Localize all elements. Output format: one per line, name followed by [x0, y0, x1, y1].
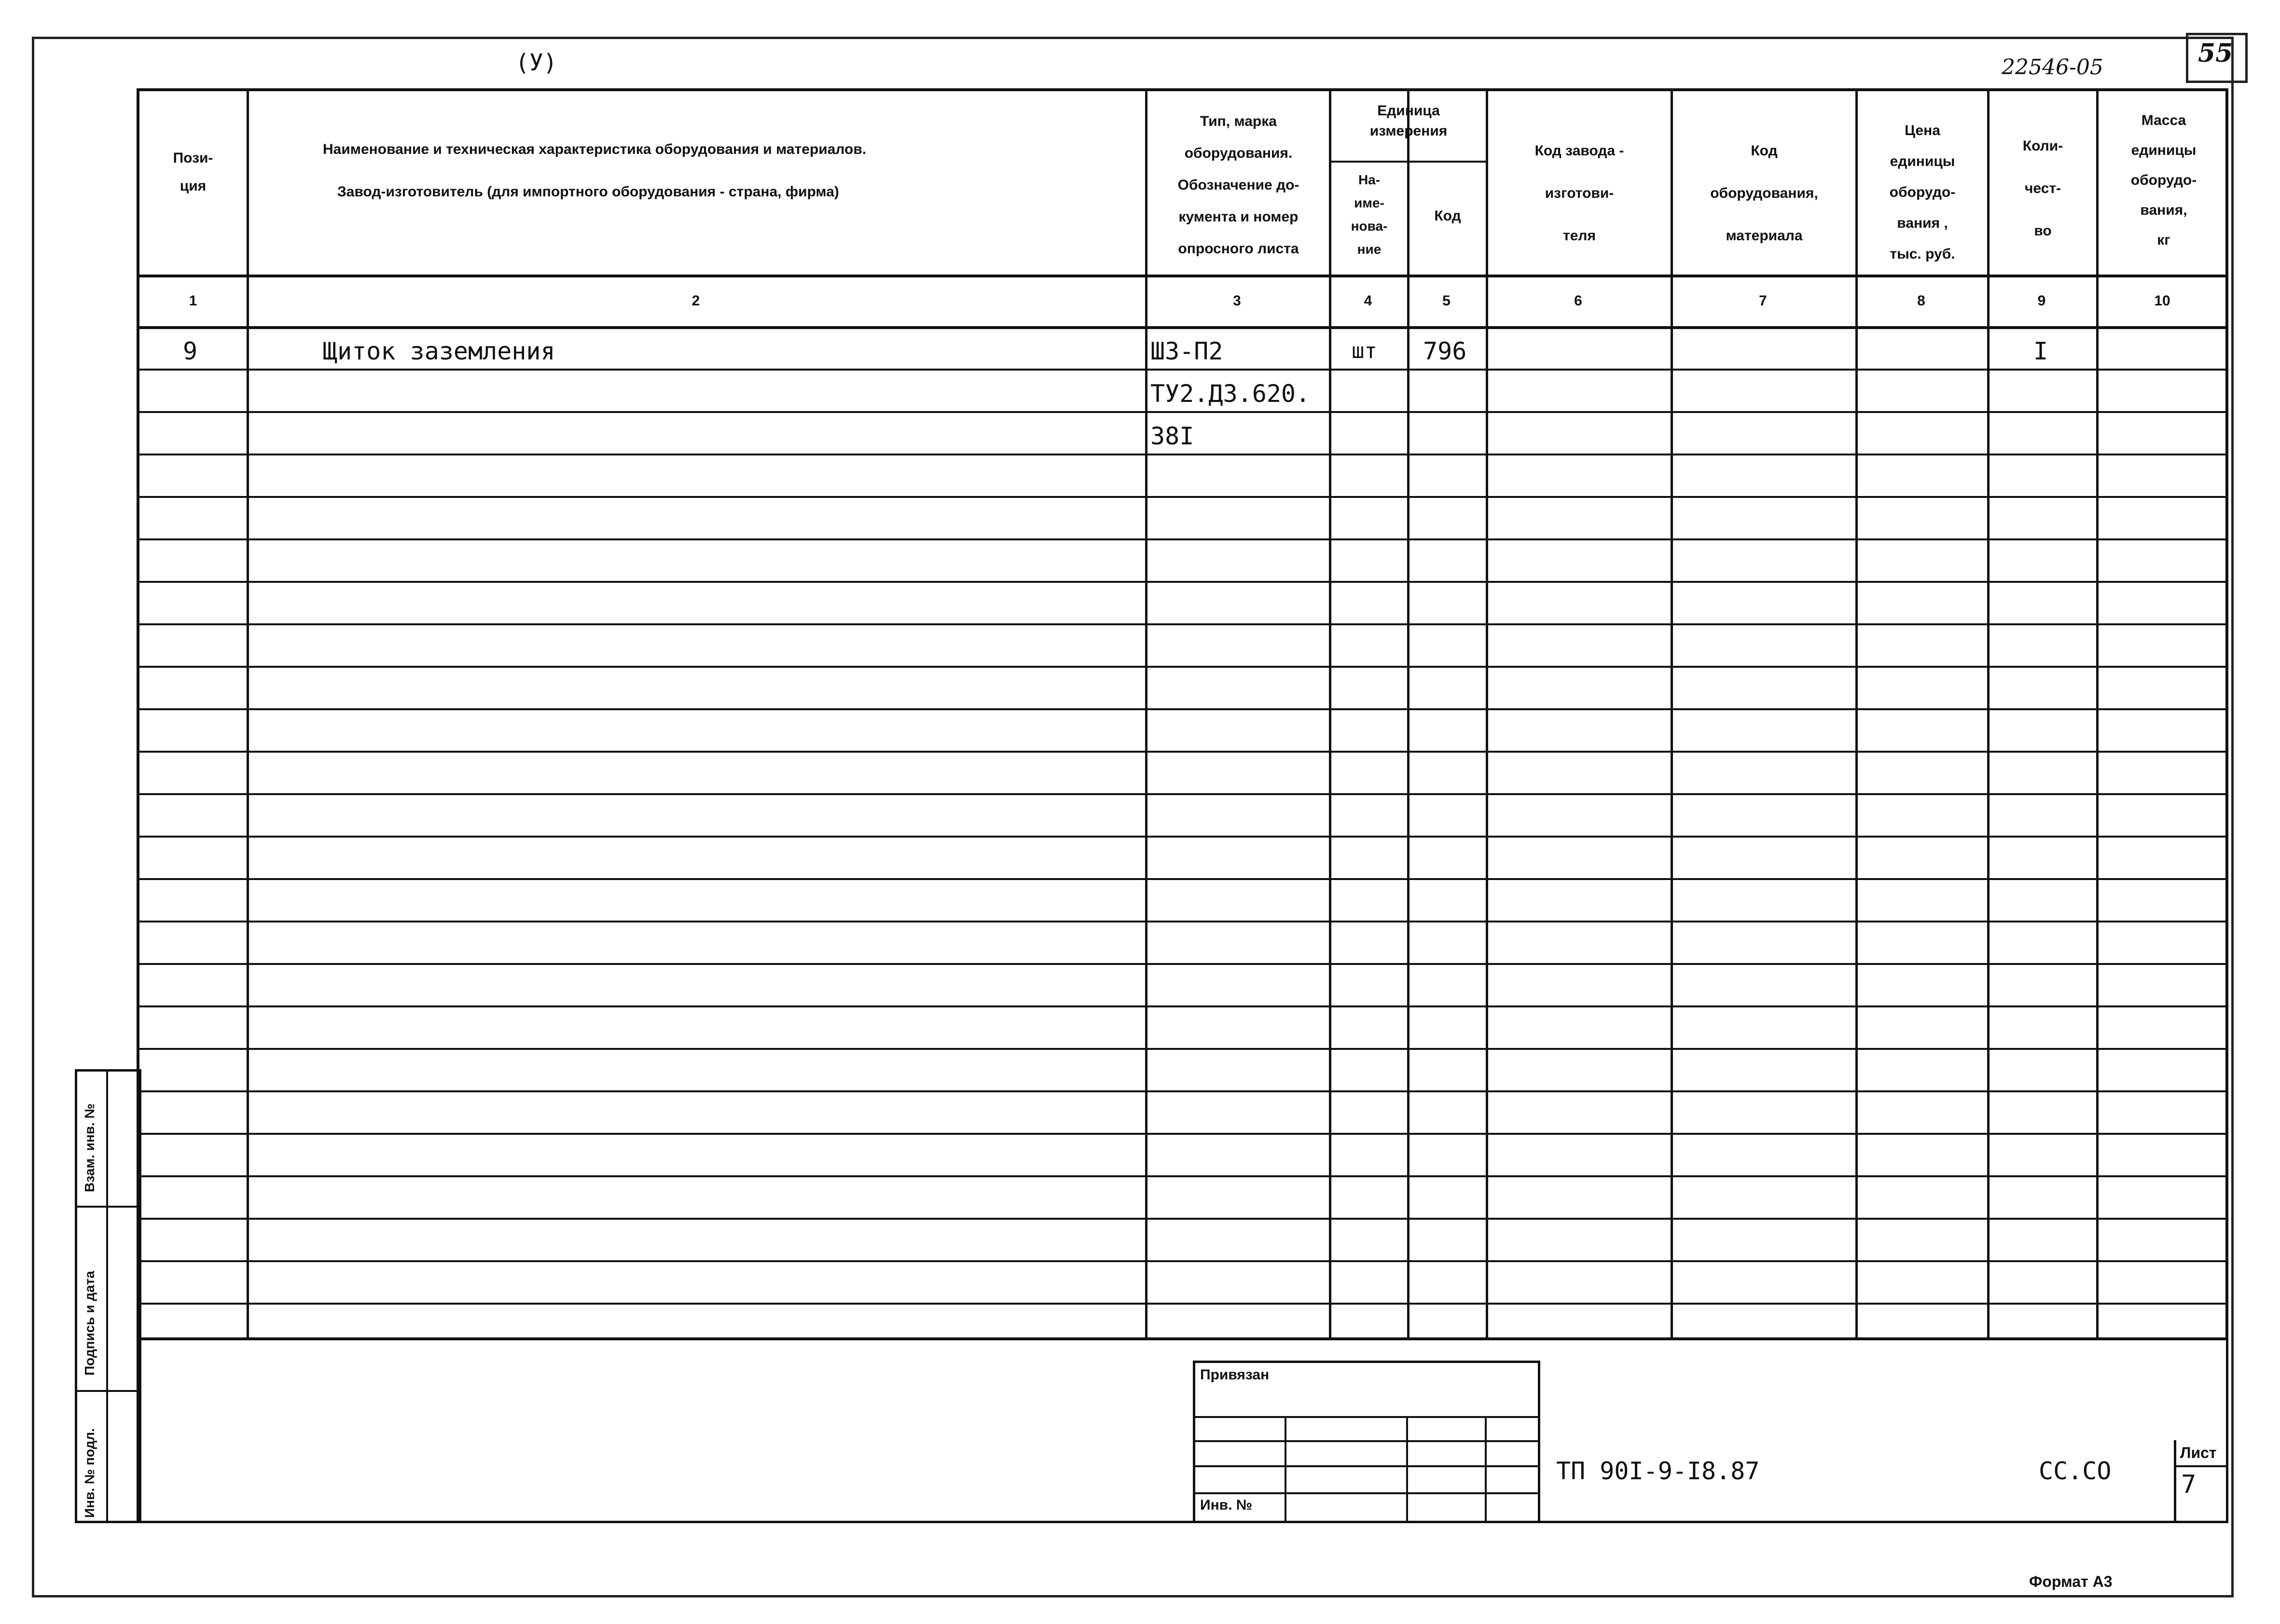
title-area	[137, 1337, 2228, 1523]
side-stamp	[75, 1069, 141, 1523]
table-row-line	[139, 496, 2225, 498]
row1-position: 9	[183, 337, 198, 365]
colnum-6: 6	[1574, 293, 1582, 309]
table-row-line	[139, 878, 2225, 880]
table-row-line	[139, 1218, 2225, 1220]
table-row-line	[139, 1303, 2225, 1305]
table-row-line	[139, 836, 2225, 838]
row2-type: ТУ2.ДЗ.620.	[1150, 380, 1311, 408]
header-unit-code: Код	[1434, 208, 1461, 224]
table-row-line	[139, 581, 2225, 583]
page-number: 55	[2198, 39, 2233, 68]
colnum-4: 4	[1364, 293, 1372, 309]
table-row-line	[139, 1005, 2225, 1007]
header-equipment-code: Код оборудования, материала	[1710, 143, 1818, 244]
table-row-line	[139, 751, 2225, 753]
header-unit-mass: Масса единицы оборудо- вания, кг	[2130, 112, 2197, 248]
doc-code: СС.СО	[2039, 1457, 2112, 1485]
colnum-7: 7	[1759, 293, 1767, 309]
row1-quantity: I	[2033, 337, 2048, 365]
colnum-1: 1	[189, 293, 197, 309]
sheet-label: Лист	[2180, 1444, 2217, 1461]
table-row-line	[139, 708, 2225, 710]
attached-label: Привязан	[1200, 1367, 1270, 1383]
table-row-line	[139, 1048, 2225, 1050]
table-row-line	[139, 963, 2225, 965]
header-manufacturer-code: Код завода - изготови- теля	[1534, 143, 1624, 244]
table-row-line	[139, 666, 2225, 668]
table-row-line	[139, 1133, 2225, 1135]
sheet-number: 7	[2181, 1470, 2197, 1499]
table-row-line	[139, 538, 2225, 540]
header-unit-group: Единица измерения	[1369, 103, 1448, 139]
row1-unit: шт	[1352, 339, 1377, 363]
project-code: ТП 90I-9-I8.87	[1556, 1457, 1760, 1485]
header-unit-price: Цена единицы оборудо- вания , тыс. руб.	[1889, 123, 1956, 262]
table-row-line	[139, 1175, 2225, 1177]
colnum-5: 5	[1442, 293, 1451, 309]
header-type: Тип, марка оборудования. Обозначение до- кумента и номер опросного листа	[1177, 113, 1299, 257]
specification-table	[137, 88, 2228, 1340]
header-quantity: Коли- чест- во	[2022, 138, 2063, 239]
colnum-2: 2	[691, 293, 700, 309]
inventory-label: Инв. №	[1200, 1497, 1253, 1513]
doc-number: 22546-05	[2002, 55, 2103, 80]
row1-name: Щиток заземления	[323, 337, 555, 365]
table-row-line	[139, 793, 2225, 795]
row1-type: ШЗ-П2	[1150, 337, 1223, 365]
sheet-box	[2174, 1440, 2228, 1523]
side-replaced-inv: Взам. инв. №	[82, 1103, 97, 1192]
corner-mark: (У)	[515, 49, 557, 76]
row3-type: 38I	[1150, 422, 1194, 450]
header-name: Наименование и техническая характеристика оборудования и материалов. Завод-изготовитель (для импортного оборудования - страна, фирма)	[323, 141, 867, 200]
attachment-stamp	[1193, 1361, 1540, 1523]
side-original-inv: Инв. № подл.	[82, 1428, 97, 1518]
table-row-line	[139, 623, 2225, 625]
side-signature-date: Подпись и дата	[82, 1271, 97, 1376]
format-label: Формат А3	[2029, 1573, 2113, 1590]
header-unit-name: На- име- нова- ние	[1351, 172, 1388, 257]
header-position: Пози- ция	[173, 150, 213, 194]
colnum-3: 3	[1233, 293, 1241, 309]
table-row-line	[139, 921, 2225, 922]
colnum-10: 10	[2154, 293, 2170, 309]
colnum-8: 8	[1917, 293, 1925, 309]
table-row-line	[139, 1090, 2225, 1092]
table-row-line	[139, 1260, 2225, 1262]
row1-unit-code: 796	[1423, 337, 1467, 365]
colnum-9: 9	[2037, 293, 2046, 309]
